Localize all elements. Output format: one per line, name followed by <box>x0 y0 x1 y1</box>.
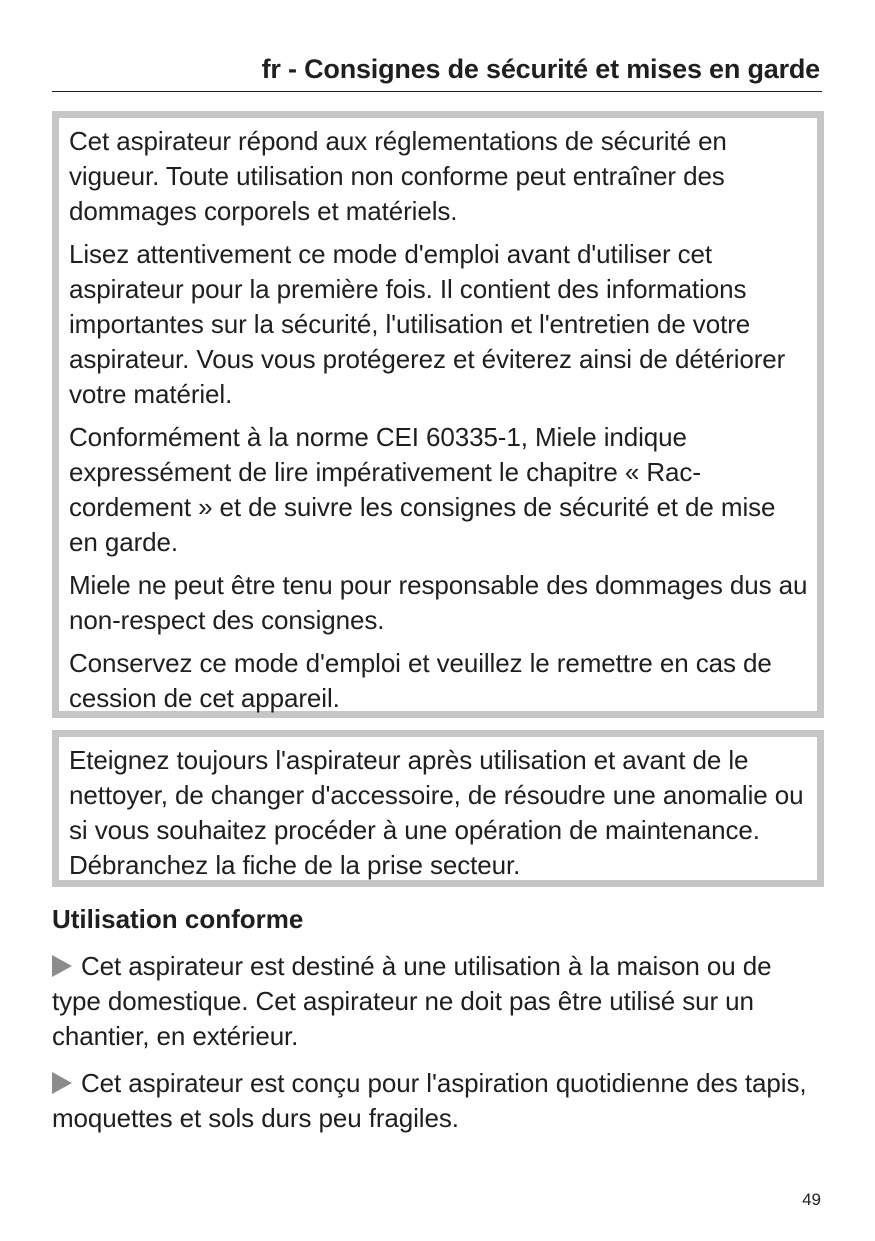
triangle-bullet-icon <box>52 1072 72 1094</box>
bullet-text-1: Cet aspirateur est destiné à une utilisation à la maison ou de type domestique. Cet aspirateur ne doit pas être utilisé sur un chantier, en extérieur. <box>52 951 772 1051</box>
intro-paragraph-4: Miele ne peut être tenu pour responsable des dommages dus au non-respect des consignes. <box>69 570 808 635</box>
bullet-text-2: Cet aspirateur est conçu pour l'aspiration quotidienne des tapis, moquettes et sols durs peu fragiles. <box>52 1068 807 1133</box>
bullet-item-2 <box>52 1066 827 1136</box>
bullet-item-1 <box>52 949 827 1054</box>
safety-intro-box <box>52 111 824 718</box>
intro-paragraph-3: Conformément à la norme CEI 60335-1, Miele indique expressément de lire impérativement le chapitre « Raccordement » et de suivre les consignes de sécurité et de mise en garde. <box>69 422 776 557</box>
page-number: 49 <box>802 1190 821 1209</box>
intro-paragraph-2: Lisez attentivement ce mode d'emploi avant d'utiliser cet aspirateur pour la première fois. Il contient des informations importantes sur la sécurité, l'utilisation et l'entretien de votre aspirateur. Vous vous protégerez et éviterez ainsi de détériorer votre matériel. <box>69 239 786 409</box>
unplug-warning-box <box>52 730 824 887</box>
warning-paragraph: Eteignez toujours l'aspirateur après utilisation et avant de le nettoyer, de changer d'accessoire, de résoudre une anomalie ou si vous souhaitez procéder à une opération de maintenance. Débranchez la fiche de la prise secteur. <box>69 745 804 880</box>
page-title: fr - Consignes de sécurité et mises en garde <box>261 54 820 84</box>
triangle-bullet-icon <box>52 955 72 977</box>
page-header <box>52 52 822 92</box>
intro-paragraph-1: Cet aspirateur répond aux réglementations de sécurité en vigueur. Toute utilisation non conforme peut entraîner des dommages corporels et matériels. <box>69 126 727 226</box>
intro-paragraph-5: Conservez ce mode d'emploi et veuillez le remettre en cas de cession de cet appareil. <box>69 648 772 713</box>
section-heading: Utilisation conforme <box>52 904 304 934</box>
